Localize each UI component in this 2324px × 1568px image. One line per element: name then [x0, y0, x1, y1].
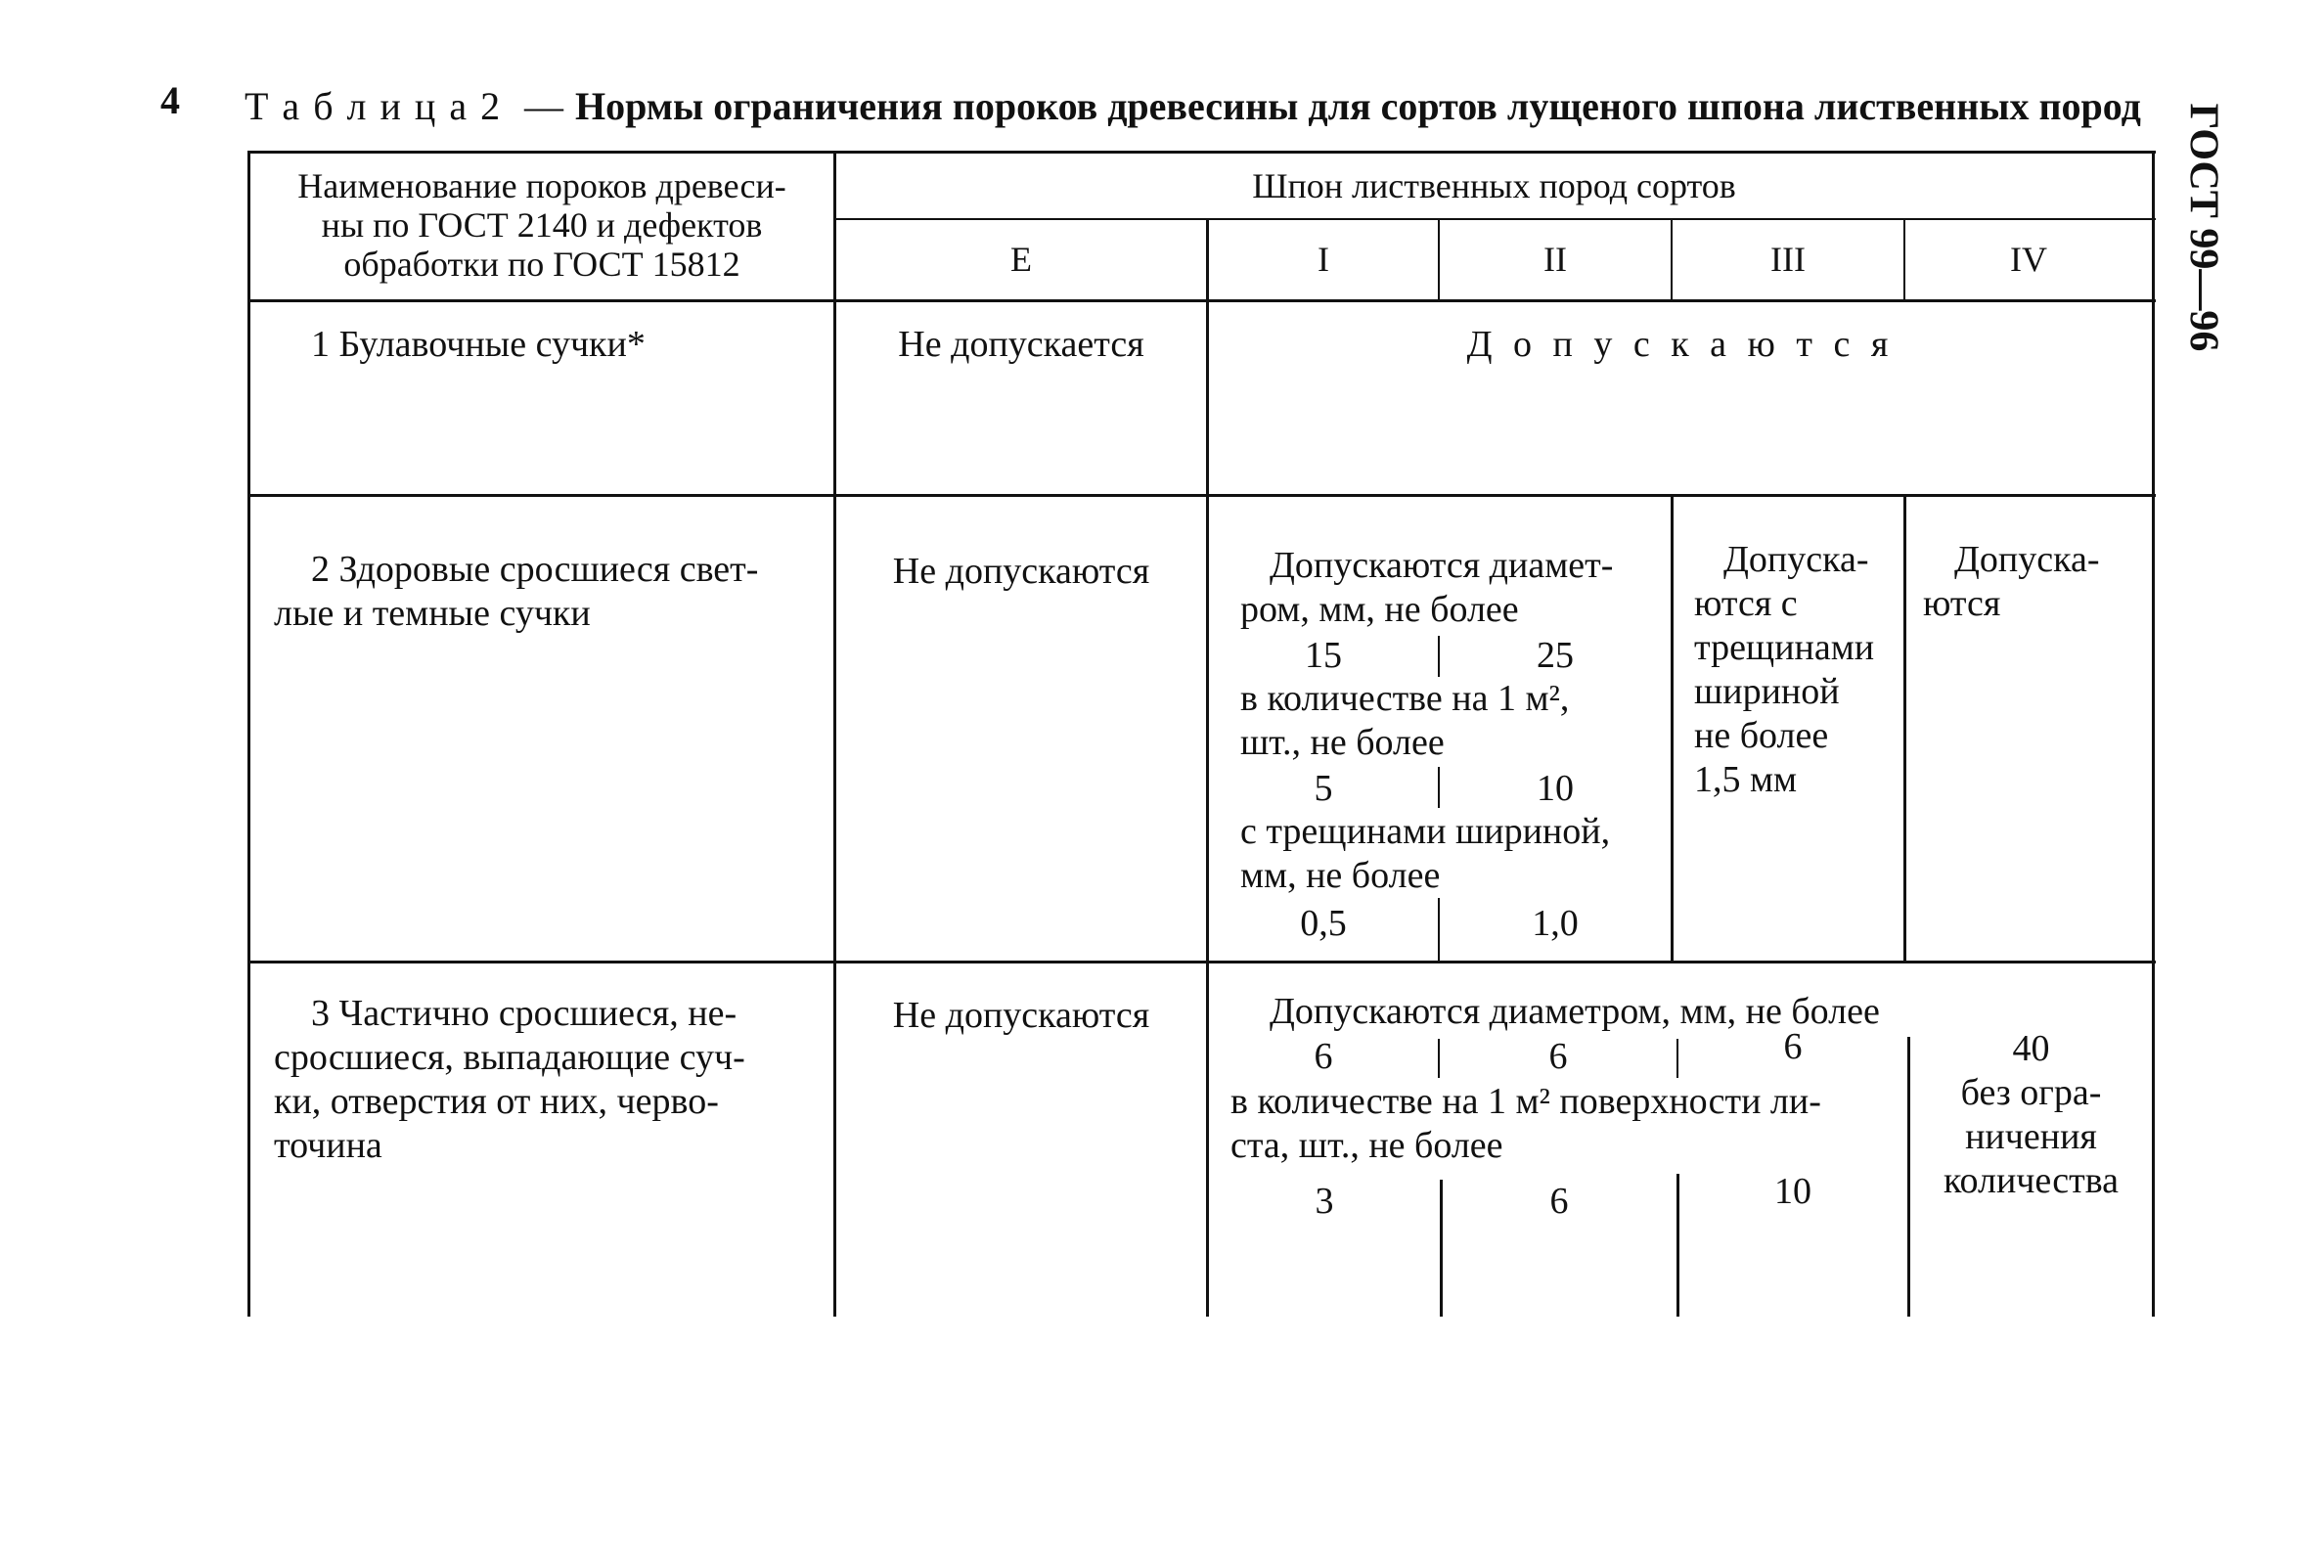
row1-name: 1 Булавочные сучки* [311, 324, 646, 365]
row3-q-i: 3 [1315, 1181, 1334, 1222]
header-grade-iv: IV [2010, 240, 2047, 279]
row3-d-iii: 6 [1783, 1026, 1803, 1067]
row2-q-i: 5 [1314, 768, 1333, 809]
header-defect-line2: ны по ГОСТ 2140 и дефектов [321, 205, 763, 245]
page-number: 4 [160, 78, 180, 122]
row3-d-i: 6 [1314, 1036, 1333, 1077]
row3-name-l4: точина [274, 1125, 382, 1166]
row1-e: Не допускается [898, 324, 1144, 365]
row3-iv-l1: 40 [2012, 1028, 2050, 1069]
row2-w-ii: 1,0 [1532, 903, 1579, 944]
header-grade-i: I [1318, 240, 1329, 279]
header-grade-iii: III [1770, 240, 1806, 279]
row2-iv-l2: ются [1923, 583, 2001, 624]
row3-name-l3: ки, отверстия от них, черво- [274, 1081, 719, 1122]
row3-i-iii-l3: ста, шт., не более [1230, 1125, 1503, 1166]
row3-d-ii: 6 [1548, 1036, 1568, 1077]
row3-q-iii: 10 [1774, 1171, 1811, 1212]
header-grade-ii: II [1543, 240, 1567, 279]
row2-iii-l2: ются с [1694, 583, 1798, 624]
row2-i-ii-l4: шт., не более [1240, 722, 1445, 763]
row2-iii-l3: трещинами [1694, 627, 1875, 668]
row2-d-i: 15 [1305, 635, 1342, 676]
table-caption-title: Нормы ограничения пороков древесины для сортов лущеного шпона лиственных пород [575, 84, 2141, 128]
row2-w-i: 0,5 [1300, 903, 1347, 944]
row2-iii-l4: шириной [1694, 671, 1840, 712]
row2-i-ii-l6: мм, не более [1240, 855, 1441, 896]
row2-i-ii-l3-text: в количестве на 1 м², [1240, 678, 1570, 719]
row2-i-ii-l5: с трещинами шириной, [1240, 811, 1611, 852]
row2-e: Не допускаются [892, 551, 1150, 592]
table-caption-label: Т а б л и ц а 2 [245, 84, 503, 128]
row3-name-l2: сросшиеся, выпадающие суч- [274, 1037, 745, 1078]
row2-name-l1: 2 Здоровые сросшиеся свет- [311, 549, 759, 590]
row2-q-ii: 10 [1537, 768, 1574, 809]
row2-name-l2: лые и темные сучки [274, 593, 591, 634]
row3-q-ii: 6 [1549, 1181, 1569, 1222]
row3-i-iii-l2: в количестве на 1 м² поверхности ли- [1230, 1081, 1821, 1122]
row2-iii-l6: 1,5 мм [1694, 759, 1798, 800]
header-defect-line1: Наименование пороков древеси- [297, 166, 786, 205]
row2-d-ii: 25 [1537, 635, 1574, 676]
row2-i-ii-l1: Допускаются диамет- [1270, 545, 1614, 586]
row2-i-ii-l2: ром, мм, не более [1240, 589, 1519, 630]
header-grades-title: Шпон лиственных пород сортов [1252, 166, 1736, 205]
row3-iv-l3: ничения [1965, 1116, 2097, 1157]
row1-i-iv: Д о п у с к а ю т с я [1466, 324, 1895, 365]
row3-e: Не допускаются [892, 995, 1150, 1036]
row3-name-l1: 3 Частично сросшиеся, не- [311, 993, 737, 1034]
row2-i-ii-l3 [1240, 677, 1569, 721]
row3-i-iii-l1: Допускаются диаметром, мм, не более [1270, 991, 1880, 1032]
row2-iii-l1: Допуска- [1723, 539, 1869, 580]
header-grade-e: E [1010, 240, 1032, 279]
header-defect-line3: обработки по ГОСТ 15812 [343, 245, 740, 284]
row3-iv-l4: количества [1943, 1160, 2120, 1201]
standard-code: ГОСТ 99—96 [2180, 103, 2226, 352]
row2-iii-l5: не более [1694, 715, 1829, 756]
row2-iv-l1: Допуска- [1954, 539, 2100, 580]
row3-iv-l2: без огра- [1960, 1072, 2102, 1113]
table-caption-dash: — [524, 84, 563, 128]
